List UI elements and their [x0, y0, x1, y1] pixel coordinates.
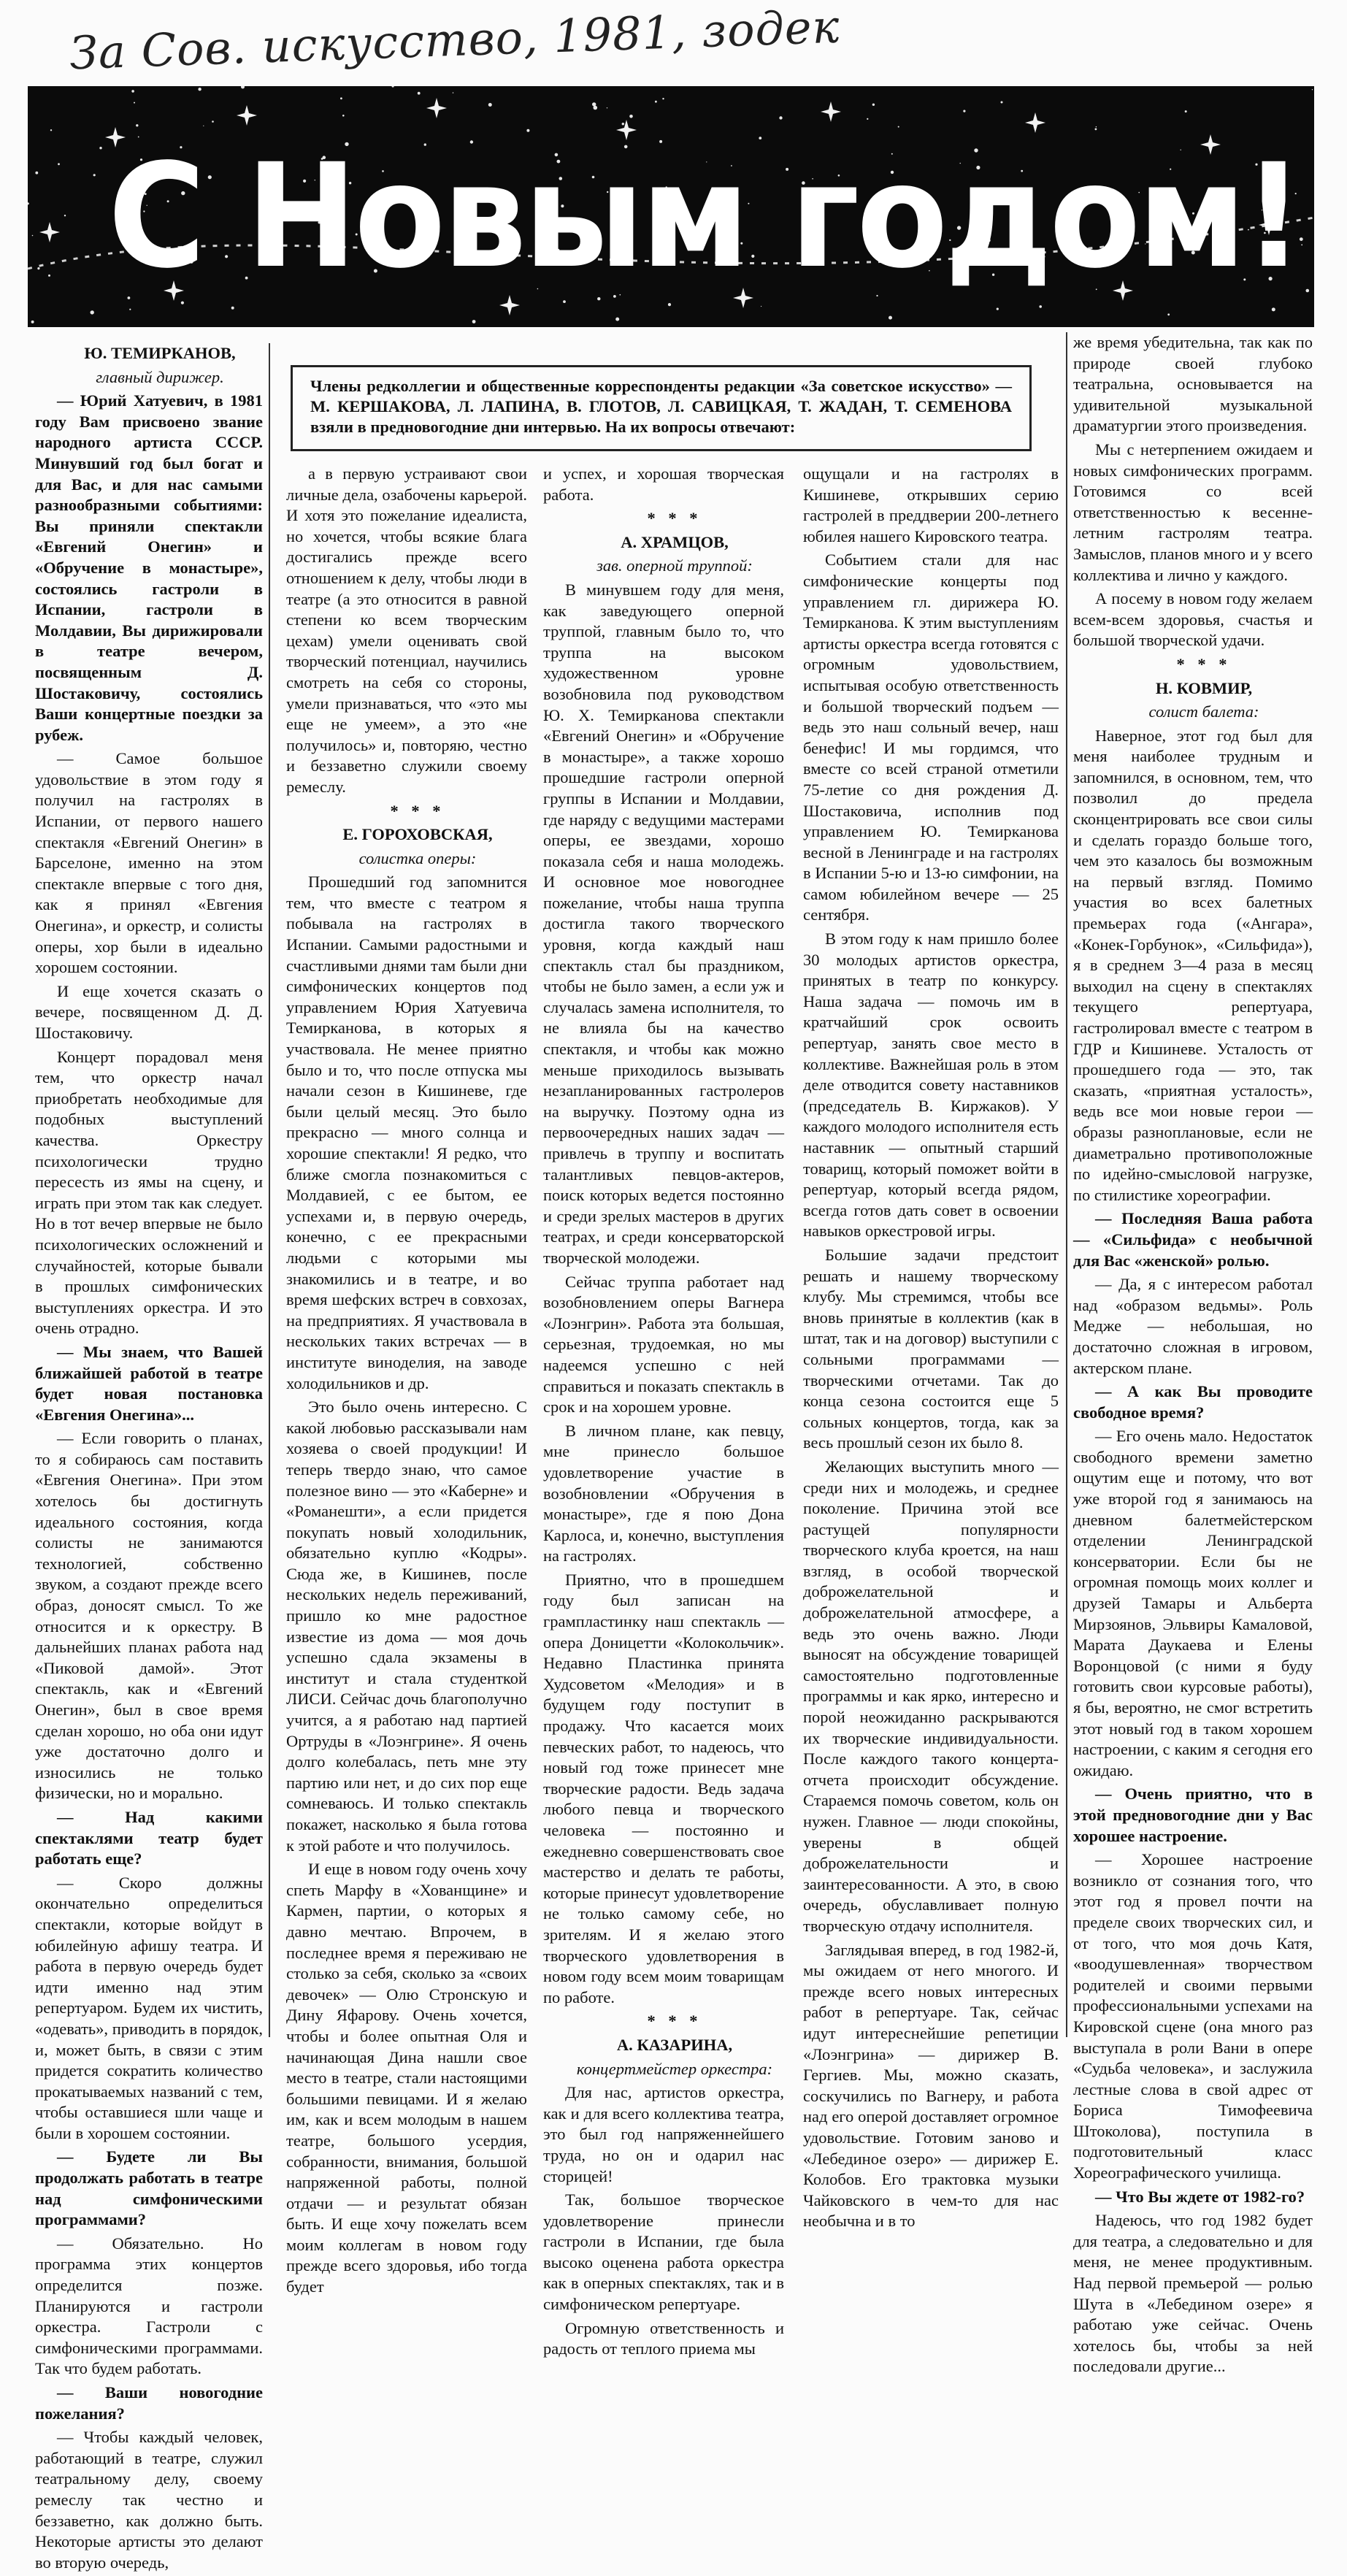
star-dot: [35, 172, 38, 175]
interview-question: — Будете ли Вы продолжать работать в театре над симфоническими программами?: [35, 2147, 263, 2229]
paragraph: Сейчас труппа работает над возобновлением оперы Вагнера «Лоэнгрин». Работа эта большая, серьезная, трудоемкая, но мы надеемся успешно с ней справиться и показать спектакль в срок и на хорошем уровне.: [543, 1272, 784, 1417]
star-icon: [821, 101, 841, 122]
paragraph: И еще хочется сказать о вечере, посвященном Д. Д. Шостаковичу.: [35, 981, 263, 1042]
star-dot: [1306, 289, 1310, 293]
star-dot: [872, 104, 875, 106]
interview-question: — Мы знаем, что Вашей ближайшей работой в театре будет новая постановка «Евгения Онегина»...: [35, 1342, 263, 1424]
star-dot: [91, 310, 94, 314]
star-dot: [1185, 110, 1187, 112]
paragraph: — Чтобы каждый человек, работающий в театре, служил театральному делу, своему ремеслу так честно и беззаветно, как должно быть. Некоторые артисты это делают во вторую очередь,: [35, 2428, 263, 2572]
paragraph: — Самое большое удовольствие в этом году я получил на гастролях в Испании, от первого нашего спектакля «Евгений Онегин» в Барселоне, именно на этом спектакле впервые с того дня, как я принял «Евгения Онегина», и оркестр, и солисты оперы, хор были в идеально хорошем состоянии.: [35, 749, 263, 977]
star-dot: [342, 115, 345, 117]
paragraph: Для нас, артистов оркестра, как и для всего коллектива театра, это был год напряженнейшего труда, но он и одарил нас сторицей!: [543, 2083, 784, 2185]
paragraph: А посему в новом году желаем всем-всем здоровья, счастья и большой творческой удачи.: [1073, 589, 1313, 650]
star-dot: [134, 102, 135, 104]
star-dot: [655, 101, 657, 103]
paragraph: В личном плане, как певцу, мне принесло большое удовлетворение участие в возобновлении «Обручения в монастыре», где я пою Дона Карлоса, и, конечно, выступления на гастролях.: [543, 1421, 784, 1565]
star-dot: [898, 126, 899, 128]
star-dot: [1167, 313, 1170, 315]
interview-question: — Очень приятно, что в этой предновогодние дни у Вас хорошее настроение.: [1073, 1785, 1313, 1845]
star-dot: [241, 86, 245, 89]
author-signature: Ю. ТЕМИРКАНОВ,: [84, 344, 236, 362]
star-icon: [1025, 112, 1045, 133]
paragraph: — Скоро должны окончательно определиться спектакли, которые войдут в юбилейную афишу театра. И работа в первую очередь будет идти именно над этим репертуаром. Будем их чистить, «одевать», приводить в порядок, и, может быть, в связи с этим придется сократить количество прокатываемых названий с тем, чтобы оставшиеся шли чаще и были в хорошем состоянии.: [35, 1873, 263, 2142]
author-role: солистка оперы:: [358, 848, 477, 867]
interview-question: — Последняя Ваша работа — «Сильфида» с необычной для Вас «женской» ролью.: [1073, 1209, 1313, 1270]
paragraph: Большие задачи предстоит решать и нашему творческому клубу. Мы стремимся, чтобы все вновь принятые в коллектив (как в штат, так и на договор) выступили с сольными программами — творческими отчетами. Так до конца сезона состоится еще 5 сольных концертов, тогда, как за весь прошлый сезон их было 8.: [803, 1245, 1059, 1452]
paragraph: — Хорошее настроение возникло от сознания того, что этот год я провел почти на пределе своих творческих сил, и от того, что моя дочь Катя, «воодушевленная» творчеством родителей и своими первыми профессиональными успехами на Кировской сцене (она много раз выступала в роли Вани в опере «Судьба человека», и заслужила лестные слова в свой адрес от Бориса Тимофеевича Штоколова), поступила в подготовительный класс Хореографического училища.: [1073, 1850, 1313, 2182]
section-separator: * * *: [647, 509, 702, 528]
interview-question: — Юрий Хатуевич, в 1981 году Вам присвоено звание народного артиста СССР. Минувший год был богат и для Вас, и для нас самыми разнообразными событиями: Вы приняли спектакли «Евгений Онегин» и «Обручение в монастыре», состоялись гастроли в Испании, гастроли в Молдавии, Вы дирижировали в театре вечером, посвященным Д. Шостаковичу, состоялись Ваши концертные поездки за рубеж.: [35, 391, 263, 744]
column-divider: [269, 343, 270, 2037]
star-dot: [615, 318, 619, 321]
paragraph: — Да, я с интересом работал над «образом ведьмы». Роль Медже — небольшая, но достаточно сложная в игровом, актерском плане.: [1073, 1275, 1313, 1377]
column-kovmir: [1073, 332, 1313, 2380]
star-dot: [212, 120, 214, 123]
editorial-intro: Члены редколлегии и общественные корреспонденты редакции «За советское искусство» — М. КЕРШАКОВА, Л. ЛАПИНА, В. ГЛОТОВ, Л. САВИЦКАЯ, Т. ЖАДАН, Т. СЕМЕНОВА взяли в предновогодние дни интервью. На их вопросы отвечают:: [291, 365, 1032, 451]
star-dot: [1039, 305, 1042, 308]
star-dot: [31, 321, 34, 323]
section-separator: * * *: [390, 801, 445, 820]
author-signature: А. ХРАМЦОВ,: [621, 532, 729, 551]
paragraph: Заглядывая вперед, в год 1982-й, мы ожидаем от него многого. И прежде всего новых интересных работ в репертуаре. Так, сейчас идут интереснейшие репетиции «Лоэнгрина» — дирижер В. Гергиев. Мы, можно сказать, соскучились по Вагнеру, и работа над его оперой доставляет огромное удовольствие. Готовим заново и «Лебединое озеро» — дирижер Е. Колобов. Его трактовка музыки Чайковского в чем-то для нас необычна и в то: [803, 1940, 1059, 2231]
star-dot: [1095, 129, 1097, 131]
star-dot: [48, 275, 50, 277]
paragraph: ощущали и на гастролях в Кишиневе, открывших серию гастролей в преддверии 200-летнего юбилея нашего Кировского театра.: [803, 464, 1059, 545]
section-separator: * * *: [647, 2012, 702, 2031]
paragraph: — Если говорить о планах, то я собираюсь сам поставить «Евгения Онегина». При этом хотелось бы достигнуть идеального состояния, когда солисты не занимаются технологией, собственно звуком, а создают прежде всего образ, доносят смысл. То же относится и к оркестру. В дальнейших планах работа над «Пиковой дамой». Этот спектакль, как и «Евгений Онегин», был в свое время сделан хорошо, но оба они идут уже достаточно долго и износились не только физически, но и морально.: [35, 1429, 263, 1803]
paragraph: В минувшем году для меня, как заведующего оперной труппой, главным было то, что труппа на высоком художественном уровне возобновила под руководством Ю. Х. Темирканова спектакли «Евгений Онегин» и «Обручение в монастыре», а также хорошо прошедшие гастроли оперной группы в Испании и Молдавии, где наряду с ведущими мастерами оперы, ее звездами, хорошо показала себя и наша молодежь. И основное мое новогоднее пожелание, чтобы наша труппа достигла такого творческого уровня, когда каждый наш спектакль стал бы праздником, чтобы не было замен, а если уж и случалась замена исполнителя, то не влияла бы на качество спектакля, и чтобы как можно меньше приходилось вызывать незапланированных гастролеров на выручку. Поэтому одна из первоочередных наших задач — привлечь в труппу и воспитать талантливых певцов-актеров, поиск которых ведется постоянно и среди зрелых мастеров в других театрах, и среди консерваторской творческой молодежи.: [543, 580, 784, 1267]
author-signature: А. КАЗАРИНА,: [616, 2035, 733, 2054]
paragraph: Концерт порадовал меня тем, что оркестр начал приобретать необходимые для подобных выступлений качества. Оркестру психологически трудно пересесть из ямы на сцену, и играть при этом так как следует. Но в тот вечер впервые не было психологических осложнений и случайностей, которые бывали в прошлых симфонических выступлениях оркестра. И это очень отрадно.: [35, 1047, 263, 1338]
star-dot: [662, 98, 664, 99]
paragraph: — Обязательно. Но программа этих концертов определится позже. Планируются и гастроли оркестра. Гастроли с симфоническими программами. Так что будем работать.: [35, 2234, 263, 2378]
star-dot: [563, 300, 566, 303]
paragraph: Прошедший год запомнится тем, что вместе с театром я побывала на гастролях в Испании. Самыми радостными и счастливыми днями там были дни симфонических концертов под управлением Юрия Хатуевича Темирканова, в которых я участвовала. Не менее приятно было и то, что после отпуска мы начали сезон в Кишиневе, где были целый месяц. Это было прекрасно — много солнца и хорошие спектакли! Я редко, что ближе смогла познакомиться с Молдавией, с ее бытом, ее успехами и, в первую очередь, конечно, с ее прекрасными людьми с которыми мы знакомились и в театре, и во время шефских встреч в совхозах, на предприятиях. Я участвовала в нескольких таких встречах — в институте виноделия, на заводе холодильников и др.: [286, 873, 527, 1392]
star-dot: [32, 235, 34, 237]
paragraph: Желающих выступить много — среди них и молодежь, и среднее поколение. Причина этой все растущей популярности творческого клуба кроется, на наш взгляд, в особой творческой доброжелательной и доброжелательной атмосфере, а ведь это очень важно. Люди выносят на обсуждение товарищей самостоятельно подготовленные программы и как ярко, интересно и порой неожиданно раскрываются их творческие индивидуальности. После каждого такого концерта-отчета происходит обсуждение. Стараемся помочь советом, коль он нужен. Главное — люди спокойны, уверены в общей доброжелательности и заинтересованности. А это, в свою очередь, обуславливает полную творческую отдачу исполнителя.: [803, 1457, 1059, 1935]
paragraph: — Его очень мало. Недостаток свободного времени заметно ощутим еще и потому, что вот уже второй год я занимаюсь на дневном балетмейстерском отделении Ленинградской консерватории. Если бы не огромная помощь моих коллег и друзей Тамары и Альберта Мирзоянов, Эльвиры Камаловой, Марата Даукаева и Елены Воронцовой (с ними я буду готовить свои курсовые работы), я бы, вероятно, не смог встретить этот новый год в таком хорошем настроении, с каким я сегодня его ожидаю.: [1073, 1427, 1313, 1779]
interview-question: — А как Вы проводите свободное время?: [1073, 1382, 1313, 1422]
banner-title: С Новым годом!: [108, 132, 1302, 300]
star-icon: [237, 105, 257, 126]
star-dot: [488, 103, 492, 107]
interview-question: — Над какими спектаклями театр будет работать еще?: [35, 1807, 263, 1868]
star-dot: [1272, 307, 1275, 311]
star-dot: [779, 116, 782, 119]
column-gorokhovskaya: [286, 464, 527, 2301]
column-divider: [1066, 332, 1067, 2037]
paragraph: Наверное, этот год был для меня наиболее трудным и запомнился, в основном, тем, что позволил до предела сконцентрировать все свои силы и сделать гораздо больше того, чем это казалось бы возможным на первый взгляд. Помимо участия во всех балетных премьерах года («Ангара», «Конек-Горбунок», «Сильфида»), я в среднем 3—4 раза в месяц выходил на сцену в спектаклях текущего репертуара, гастролировал вместе с театром в ГДР и Кишиневе. Усталость от прошедшего года — это, так сказать, «приятная усталость», ведь все мои новые герои — образы разноплановые, если не диаметрально противоположные по идейно-смысловой нагрузке, по стилистике хореографии.: [1073, 726, 1313, 1204]
paragraph: Это было очень интересно. С какой любовью рассказывали нам хозяева о своей продукции! И теперь твердо знаю, что самое полезное вино — это «Каберне» и «Романешти», а если придется покупать новый холодильник, обязательно куплю «Кодры». Сюда же, в Кишинев, после нескольких недель переживаний, пришло ко мне радостное известие из дома — моя дочь успешно сдала экзамены в институт и стала студенткой ЛИСИ. Сейчас дочь благополучно учится, а я работаю над партией Ортруды в «Лоэнгрине». Я очень долго колебалась, петь мне эту партию или нет, и до сих пор еще сомневаюсь. И только спектакль покажет, насколько я была готова к этой работе и что получилось.: [286, 1398, 527, 1855]
paragraph: Приятно, что в прошедшем году был записан на грампластинку наш спектакль — опера Доницетти «Колокольчик». Недавно Пластинка принята Худсоветом «Мелодия» и в будущем году поступит в продажу. Что касается моих певческих работ, то надеюсь, что новый год тоже принесет мне творческие радости. Ведь задача любого певца и творческого человека — постоянно и ежедневно совершенствовать свое мастерство и делать те работы, которые принесут удовлетворение не только самому себе, но зрителям. И я желаю этого творческого удовлетворения в новом году всем моим товарищам по работе.: [543, 1570, 784, 2006]
paragraph: И еще в новом году очень хочу спеть Марфу в «Хованщине» и Кармен, партии, о которых я давно мечтаю. Впрочем, в последнее время я переживаю не столько за себя, сколько за «своих девочек» — Олю Стронскую и Дину Яфарову. Очень хочется, чтобы и более опытная Оля и начинающая Дина нашли свое место в театре, стали настоящими большими певицами. И я желаю им, как и всем молодым в нашем театре, большого усердия, собранности, внимания, большой напряженной работы, полной отдачи — и результат обязан быть. И еще хочу пожелать всем моим коллегам в новом году прежде всего здоровья, ибо тогда будет: [286, 1860, 527, 2296]
star-dot: [50, 129, 52, 131]
star-dot: [622, 123, 624, 125]
star-dot: [129, 309, 131, 310]
star-dot: [131, 90, 134, 93]
star-dot: [340, 97, 342, 99]
star-icon: [39, 222, 60, 242]
star-dot: [1096, 126, 1097, 127]
star-dot: [1001, 101, 1003, 104]
star-dot: [64, 215, 66, 216]
handwritten-note: За Сов. искусство, 1981, зодек: [69, 0, 841, 80]
star-dot: [592, 102, 596, 106]
star-dot: [231, 307, 234, 310]
paragraph: же время убедительна, так как по природе своей глубоко театральна, основывается на удивительной музыкальной драматургии этого произведения.: [1073, 333, 1313, 435]
star-dot: [963, 110, 965, 112]
star-dot: [418, 92, 421, 95]
column-khramtsov-kazarina: [543, 464, 784, 2363]
star-dot: [472, 320, 476, 323]
author-role: солист балета:: [1148, 702, 1259, 721]
paragraph: Мы с нетерпением ожидаем и новых симфонических программ. Готовимся со всей ответственностью к весенне-летним гастролям театра. Замыслов, планов много и у всего коллектива и лично у каждого.: [1073, 440, 1313, 584]
author-role: зав. оперной труппой:: [596, 556, 753, 575]
column-temirkanov: [35, 343, 263, 2576]
author-role: главный дирижер.: [96, 367, 224, 386]
star-dot: [867, 118, 868, 120]
star-dot: [392, 86, 394, 88]
paragraph: Так, большое творческое удовлетворение принесли гастроли в Испании, где была высоко оценена работа оркестра как в оперных спектаклях, так и в симфоническом репертуаре.: [543, 2190, 784, 2314]
star-dot: [198, 88, 201, 91]
author-role: концертмейстер оркестра:: [576, 2059, 773, 2078]
paragraph: Событием стали для нас симфонические концерты под управлением гл. дирижера Ю. Темирканова. К этим выступлениям артисты оркестра всегда готовятся с огромным удовольствием, испытывая особую ответственность и большой творческий подъем — ведь это наш сольный вечер, наш бенефис! И мы гордимся, что вместе со всей страной отметили 75-летие со дня рождения Д. Шостаковича, исполнив под управлением Ю. Темирканова весной в Ленинграде и на гастролях в Испании 5-ю и 13-ю симфонии, на самом юбилейном вечере — 25 сентября.: [803, 551, 1059, 924]
column-kazarina-cont: [803, 464, 1059, 2235]
star-dot: [99, 147, 101, 149]
interview-question: — Ваши новогодние пожелания?: [35, 2383, 263, 2423]
star-dot: [1301, 245, 1302, 246]
section-separator: * * *: [1176, 654, 1232, 673]
paragraph: и успех, и хорошая творческая работа.: [543, 464, 784, 504]
interview-question: — Что Вы ждете от 1982-го?: [1095, 2187, 1305, 2206]
star-dot: [997, 308, 999, 310]
star-dot: [58, 163, 60, 165]
star-dot: [889, 316, 892, 320]
paragraph: В этом году к нам пришло более 30 молодых артистов оркестра, принятых в театр по конкурсу. Наша задача — помочь им в кратчайший срок освоить репертуар, занять свое место в коллективе. Важнейшая роль в этом деле отводится совету наставников (председатель В. Киржаков). У каждого молодого исполнителя есть наставник — опытный старший товарищ, который поможет войти в репертуар, который всегда рядом, всегда готов дать совет в освоении навыков оркестровой игры.: [803, 929, 1059, 1241]
star-dot: [1312, 89, 1313, 90]
banner: [28, 86, 1314, 327]
paragraph: Огромную ответственность и радость от теплого приема мы: [543, 2318, 784, 2358]
star-dot: [526, 129, 529, 132]
star-dot: [181, 302, 184, 304]
star-dot: [629, 115, 633, 118]
author-signature: Н. КОВМИР,: [1155, 678, 1253, 697]
star-icon: [426, 98, 447, 118]
star-dot: [37, 267, 39, 269]
paragraph: Надеюсь, что год 1982 будет для театра, а следовательно и для меня, не менее продуктивным. Над первой премьерой — ролью Шута в «Лебедином озере» я работаю уже сейчас. Очень хотелось бы, чтобы за ней последовали другие...: [1073, 2211, 1313, 2376]
paragraph: а в первую устраивают свои личные дела, озабочены карьерой. И хотя это пожелание идеалиста, но хочется, чтобы всякие блага достигались прежде всего отношением к делу, чтобы люди в театре (а это относится в равной степени ко всем творческим цехам) умели оценивать свой творческий потенциал, научились смотреть на себя со стороны, умели признаваться, что «это мы еще не умеем», а это «не получилось» и, повторяю, честно и беззаветно служили своему ремеслу.: [286, 464, 527, 796]
author-signature: Е. ГОРОХОВСКАЯ,: [342, 825, 493, 844]
star-dot: [136, 124, 138, 126]
star-dot: [668, 303, 671, 306]
star-dot: [28, 202, 29, 204]
star-dot: [93, 174, 96, 176]
